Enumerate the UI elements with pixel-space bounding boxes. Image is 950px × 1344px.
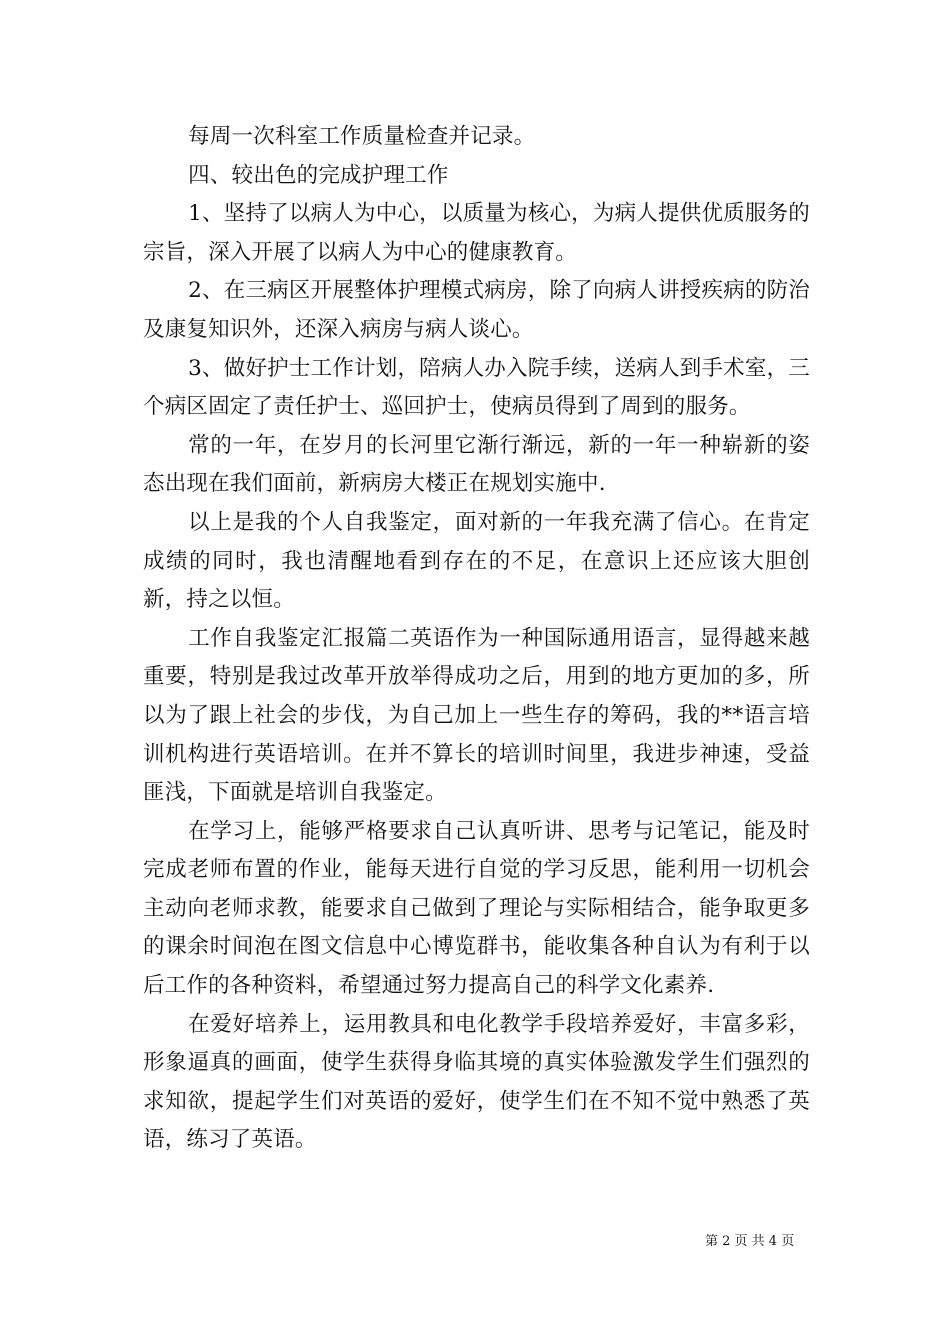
paragraph-7: 以上是我的个人自我鉴定，面对新的一年我充满了信心。在肯定成绩的同时，我也清醒地看到存在的不足，在意识上还应该大胆创新，持之以恒。 [143, 509, 810, 613]
page-footer [705, 1234, 815, 1250]
paragraph-8: 工作自我鉴定汇报篇二英语作为一种国际通用语言，显得越来越重要，特别是我过改革开放举得成功之后，用到的地方更加的多，所以为了跟上社会的步伐，为自己加上一些生存的筹码，我的**语言培训机构进行英语培训。在并不算长的培训时间里，我进步神速，受益匪浅，下面就是培训自我鉴定。 [143, 625, 810, 806]
paragraph-1: 每周一次科室工作质量检查并记录。 [188, 124, 536, 149]
paragraph-9: 在学习上，能够严格要求自己认真听讲、思考与记笔记，能及时完成老师布置的作业，能每天进行自觉的学习反思，能利用一切机会主动向老师求教，能要求自己做到了理论与实际相结合，能争取更多的课余时间泡在图文信息中心博览群书，能收集各种自认为有利于以后工作的各种资料，希望通过努力提高自己的科学文化素养. [143, 818, 810, 999]
page-number-label: 第 2 页 共 4 页 [705, 1234, 795, 1249]
paragraph-2: 四、较出色的完成护理工作 [188, 162, 449, 188]
paragraph-10: 在爱好培养上，运用教具和电化教学手段培养爱好，丰富多彩，形象逼真的画面，使学生获得身临其境的真实体验激发学生们强烈的求知欲，提起学生们对英语的爱好，使学生们在不知不觉中熟悉了英语，练习了英语。 [143, 1011, 810, 1153]
paragraph-3: 1、坚持了以病人为中心，以质量为核心，为病人提供优质服务的宗旨，深入开展了以病人为中心的健康教育。 [143, 201, 810, 265]
paragraph-4: 2、在三病区开展整体护理模式病房，除了向病人讲授疾病的防治及康复知识外，还深入病房与病人谈心。 [143, 278, 810, 342]
document-body [143, 118, 810, 1160]
paragraph-6: 常的一年，在岁月的长河里它渐行渐远，新的一年一种崭新的姿态出现在我们面前，新病房大楼正在规划实施中. [143, 432, 810, 497]
paragraph-5: 3、做好护士工作计划，陪病人办入院手续，送病人到手术室，三个病区固定了责任护士、巡回护士，使病员得到了周到的服务。 [143, 355, 810, 420]
